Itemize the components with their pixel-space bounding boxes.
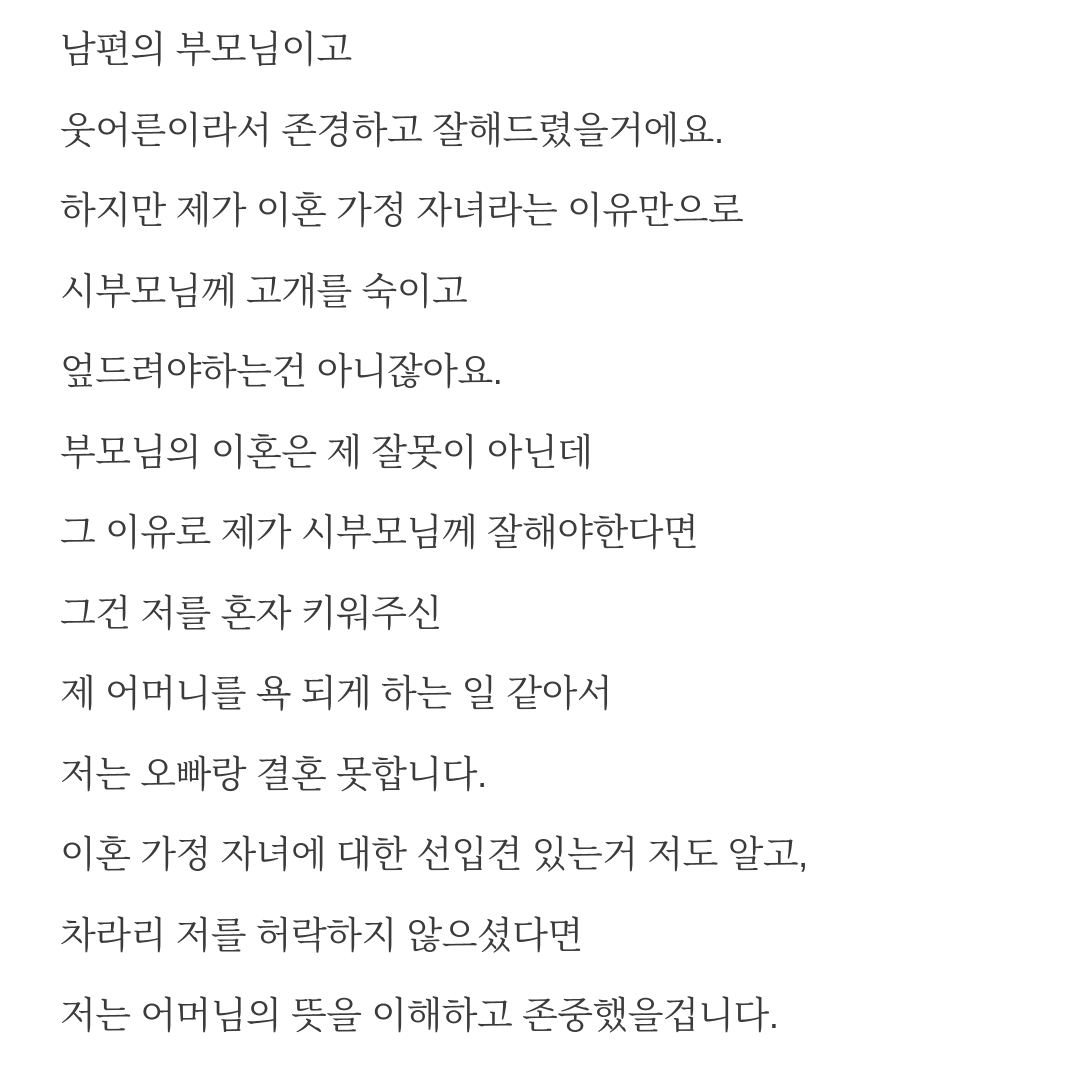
text-line: 엎드려야하는건 아니잖아요. xyxy=(60,351,503,392)
text-line: 그건 저를 혼자 키워주신 xyxy=(60,592,442,634)
text-line: 웃어른이라서 존경하고 잘해드렸을거에요. xyxy=(60,109,724,151)
text-line: 남편의 부모님이고 xyxy=(60,29,352,70)
text-line: 시부모님께 고개를 숙이고 xyxy=(60,270,468,312)
text-line: 이혼 가정 자녀에 대한 선입견 있는거 저도 알고, xyxy=(60,834,808,875)
text-line: 제 어머니를 욕 되게 하는 일 같아서 xyxy=(60,673,613,714)
text-line: 저는 오빠랑 결혼 못합니다. xyxy=(60,753,487,795)
text-line: 차라리 저를 허락하지 않으셨다면 xyxy=(60,914,583,956)
text-line: 하지만 제가 이혼 가정 자녀라는 이유만으로 xyxy=(60,190,744,231)
text-line: 저는 어머님의 뜻을 이해하고 존중했을겁니다. xyxy=(60,995,779,1036)
text-line: 그 이유로 제가 시부모님께 잘해야한다면 xyxy=(60,512,699,553)
text-lines xyxy=(60,10,1040,1057)
text-line: 부모님의 이혼은 제 잘못이 아닌데 xyxy=(60,431,593,473)
